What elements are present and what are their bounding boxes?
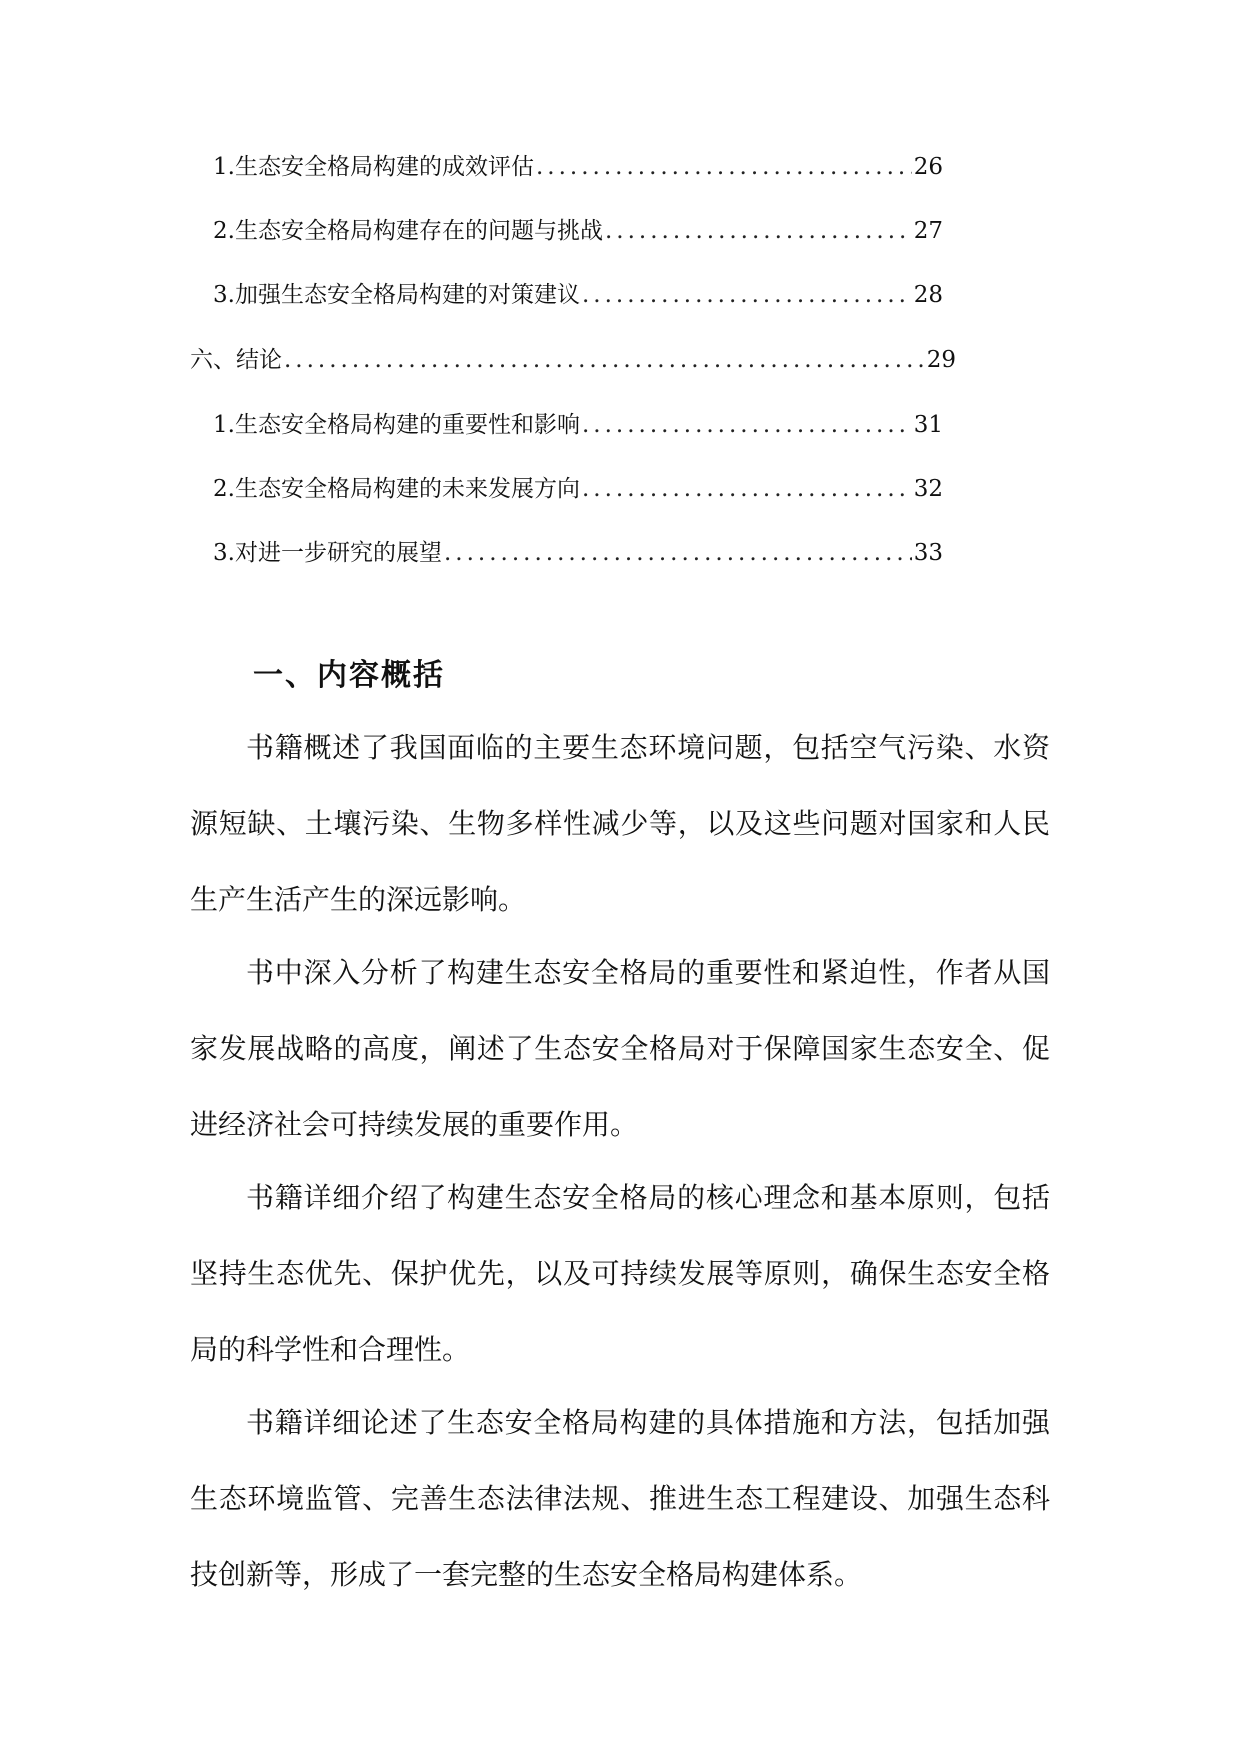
toc-dot-leader xyxy=(536,152,912,182)
toc-entry-title: 加强生态安全格局构建的对策建议 xyxy=(234,282,580,308)
toc-entry-number: 2. xyxy=(213,218,235,244)
body-paragraph: 书籍概述了我国面临的主要生态环境问题，包括空气污染、水资源短缺、土壤污染、生物多样性减少等，以及这些问题对国家和人民生产生活产生的深远影响。 xyxy=(190,731,1050,916)
toc-dot-leader xyxy=(582,410,912,440)
toc-entry[interactable] xyxy=(213,538,943,568)
toc-entry-title: 生态安全格局构建的重要性和影响 xyxy=(234,412,580,438)
section-heading: 一、内容概括 xyxy=(253,658,445,694)
toc-dot-leader xyxy=(582,280,912,310)
toc-entry-page: 33 xyxy=(913,540,943,566)
toc-entry-page: 26 xyxy=(913,154,943,180)
body-paragraph: 书籍详细介绍了构建生态安全格局的核心理念和基本原则，包括坚持生态优先、保护优先，以及可持续发展等原则，确保生态安全格局的科学性和合理性。 xyxy=(190,1181,1050,1366)
toc-entry-number: 1. xyxy=(213,154,235,180)
body-paragraph: 书中深入分析了构建生态安全格局的重要性和紧迫性，作者从国家发展战略的高度，阐述了生态安全格局对于保障国家生态安全、促进经济社会可持续发展的重要作用。 xyxy=(190,956,1050,1141)
toc-entry-page: 32 xyxy=(913,476,943,502)
toc-entry-page: 29 xyxy=(926,347,956,373)
toc-entry[interactable] xyxy=(213,280,943,310)
body-paragraph: 书籍详细论述了生态安全格局构建的具体措施和方法，包括加强生态环境监管、完善生态法律法规、推进生态工程建设、加强生态科技创新等，形成了一套完整的生态安全格局构建体系。 xyxy=(190,1406,1050,1591)
toc-entry-title: 生态安全格局构建的成效评估 xyxy=(234,154,534,180)
toc-entry-title: 生态安全格局构建的未来发展方向 xyxy=(234,476,580,502)
toc-entry[interactable] xyxy=(213,410,943,440)
toc-entry-chapter[interactable] xyxy=(190,345,956,375)
toc-entry-page: 27 xyxy=(913,218,943,244)
toc-dot-leader xyxy=(284,345,925,375)
toc-entry-number: 2. xyxy=(213,476,235,502)
toc-entry-number: 1. xyxy=(213,412,235,438)
toc-entry[interactable] xyxy=(213,152,943,182)
toc-dot-leader xyxy=(582,474,912,504)
toc-entry-title: 六、结论 xyxy=(190,347,282,373)
toc-entry-number: 3. xyxy=(213,540,235,566)
toc-dot-leader xyxy=(605,216,912,246)
toc-entry[interactable] xyxy=(213,474,943,504)
toc-entry-page: 28 xyxy=(913,282,943,308)
toc-entry-title: 对进一步研究的展望 xyxy=(234,540,442,566)
toc-entry-title: 生态安全格局构建存在的问题与挑战 xyxy=(234,218,603,244)
toc-dot-leader xyxy=(444,538,912,568)
toc-entry-page: 31 xyxy=(913,412,943,438)
toc-entry[interactable] xyxy=(213,216,943,246)
toc-entry-number: 3. xyxy=(213,282,235,308)
